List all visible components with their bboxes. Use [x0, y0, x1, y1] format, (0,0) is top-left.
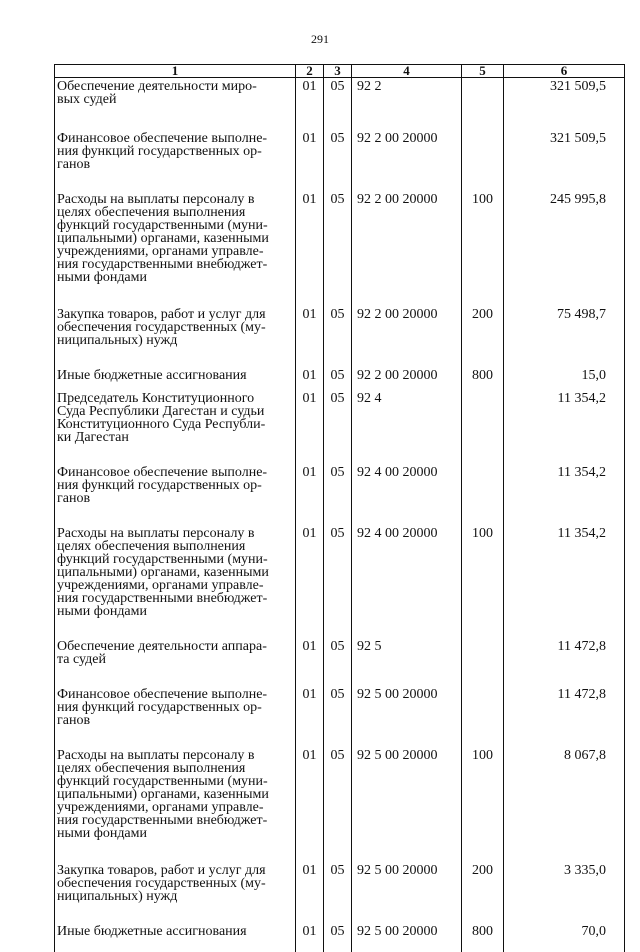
subsection-code-cell: 05 [324, 130, 352, 191]
section-code-cell: 01 [296, 862, 324, 923]
amount-cell: 8 067,8 [504, 747, 625, 862]
target-article-cell: 92 2 00 20000 [352, 130, 462, 191]
target-article-cell: 92 2 00 20000 [352, 306, 462, 367]
row-name-cell: Финансовое обеспечение выполне- ния функций государственных ор- ганов [55, 464, 296, 525]
expense-type-cell [462, 686, 504, 747]
subsection-code-cell: 05 [324, 923, 352, 952]
expense-type-cell [462, 464, 504, 525]
expense-type-cell [462, 390, 504, 464]
target-article-cell: 92 5 [352, 638, 462, 686]
table-row [55, 862, 625, 923]
expense-type-cell: 800 [462, 367, 504, 390]
subsection-code-cell: 05 [324, 306, 352, 367]
subsection-code-cell: 05 [324, 638, 352, 686]
table-row [55, 923, 625, 952]
column-header: 2 [296, 65, 324, 78]
subsection-code-cell: 05 [324, 525, 352, 638]
expense-type-cell: 200 [462, 862, 504, 923]
row-name-cell: Закупка товаров, работ и услуг для обеспечения государственных (му- ниципальных) нужд [55, 306, 296, 367]
row-name-cell: Обеспечение деятельности миро- вых судей [55, 78, 296, 131]
page-number: 291 [0, 32, 640, 47]
section-code-cell: 01 [296, 747, 324, 862]
row-name-cell: Финансовое обеспечение выполне- ния функций государственных ор- ганов [55, 130, 296, 191]
target-article-cell: 92 4 00 20000 [352, 525, 462, 638]
column-header: 3 [324, 65, 352, 78]
budget-table [54, 64, 625, 952]
target-article-cell: 92 4 [352, 390, 462, 464]
target-article-cell: 92 5 00 20000 [352, 862, 462, 923]
table-row [55, 686, 625, 747]
row-name-cell: Закупка товаров, работ и услуг для обеспечения государственных (му- ниципальных) нужд [55, 862, 296, 923]
table-row [55, 367, 625, 390]
section-code-cell: 01 [296, 464, 324, 525]
section-code-cell: 01 [296, 191, 324, 306]
target-article-cell: 92 2 00 20000 [352, 191, 462, 306]
column-header: 6 [504, 65, 625, 78]
target-article-cell: 92 4 00 20000 [352, 464, 462, 525]
target-article-cell: 92 2 00 20000 [352, 367, 462, 390]
subsection-code-cell: 05 [324, 747, 352, 862]
section-code-cell: 01 [296, 686, 324, 747]
target-article-cell: 92 5 00 20000 [352, 747, 462, 862]
section-code-cell: 01 [296, 390, 324, 464]
section-code-cell: 01 [296, 525, 324, 638]
subsection-code-cell: 05 [324, 78, 352, 131]
subsection-code-cell: 05 [324, 686, 352, 747]
amount-cell: 11 354,2 [504, 525, 625, 638]
table-row [55, 78, 625, 131]
target-article-cell: 92 5 00 20000 [352, 686, 462, 747]
amount-cell: 321 509,5 [504, 78, 625, 131]
table-row [55, 747, 625, 862]
table-row [55, 191, 625, 306]
table-row [55, 638, 625, 686]
section-code-cell: 01 [296, 367, 324, 390]
row-name-cell: Расходы на выплаты персоналу в целях обеспечения выполнения функций государственными (муни- ципальными) органами, казенными учреждениями, органами управле- ния государственными внебюджет- ными фондами [55, 191, 296, 306]
subsection-code-cell: 05 [324, 862, 352, 923]
amount-cell: 11 354,2 [504, 464, 625, 525]
section-code-cell: 01 [296, 78, 324, 131]
amount-cell: 70,0 [504, 923, 625, 952]
column-header: 4 [352, 65, 462, 78]
amount-cell: 11 472,8 [504, 638, 625, 686]
table-row [55, 525, 625, 638]
row-name-cell: Председатель Конституционного Суда Республики Дагестан и судьи Конституционного Суда Республи- ки Дагестан [55, 390, 296, 464]
amount-cell: 75 498,7 [504, 306, 625, 367]
expense-type-cell [462, 130, 504, 191]
row-name-cell: Финансовое обеспечение выполне- ния функций государственных ор- ганов [55, 686, 296, 747]
table-row [55, 390, 625, 464]
section-code-cell: 01 [296, 923, 324, 952]
table-row [55, 306, 625, 367]
table-row [55, 464, 625, 525]
expense-type-cell: 100 [462, 747, 504, 862]
amount-cell: 11 472,8 [504, 686, 625, 747]
section-code-cell: 01 [296, 306, 324, 367]
amount-cell: 3 335,0 [504, 862, 625, 923]
expense-type-cell: 200 [462, 306, 504, 367]
amount-cell: 11 354,2 [504, 390, 625, 464]
expense-type-cell: 100 [462, 191, 504, 306]
subsection-code-cell: 05 [324, 390, 352, 464]
column-header: 5 [462, 65, 504, 78]
subsection-code-cell: 05 [324, 367, 352, 390]
target-article-cell: 92 2 [352, 78, 462, 131]
table-row [55, 130, 625, 191]
row-name-cell: Иные бюджетные ассигнования [55, 367, 296, 390]
row-name-cell: Иные бюджетные ассигнования [55, 923, 296, 952]
column-header: 1 [55, 65, 296, 78]
row-name-cell: Расходы на выплаты персоналу в целях обеспечения выполнения функций государственными (муни- ципальными) органами, казенными учреждениями, органами управле- ния государственными внебюджет- ными фондами [55, 747, 296, 862]
row-name-cell: Обеспечение деятельности аппара- та судей [55, 638, 296, 686]
section-code-cell: 01 [296, 638, 324, 686]
row-name-cell: Расходы на выплаты персоналу в целях обеспечения выполнения функций государственными (муни- ципальными) органами, казенными учреждениями, органами управле- ния государственными внебюджет- ными фондами [55, 525, 296, 638]
expense-type-cell: 800 [462, 923, 504, 952]
expense-type-cell [462, 638, 504, 686]
table-header-row [55, 65, 625, 78]
subsection-code-cell: 05 [324, 191, 352, 306]
section-code-cell: 01 [296, 130, 324, 191]
subsection-code-cell: 05 [324, 464, 352, 525]
amount-cell: 15,0 [504, 367, 625, 390]
target-article-cell: 92 5 00 20000 [352, 923, 462, 952]
expense-type-cell: 100 [462, 525, 504, 638]
expense-type-cell [462, 78, 504, 131]
amount-cell: 321 509,5 [504, 130, 625, 191]
amount-cell: 245 995,8 [504, 191, 625, 306]
table-body [55, 78, 625, 952]
